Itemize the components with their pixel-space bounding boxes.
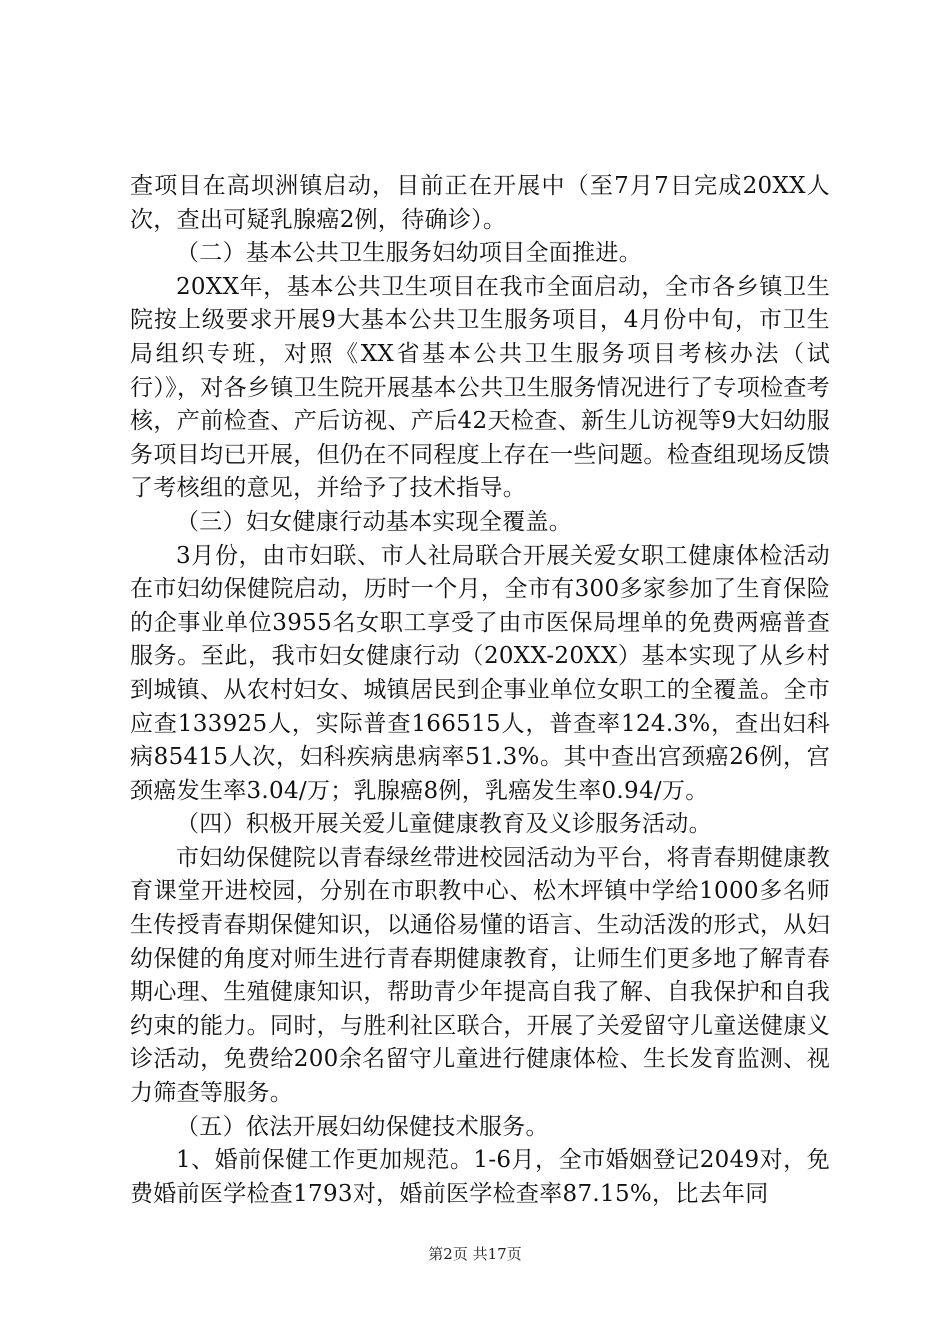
section-heading: （三）妇女健康行动基本实现全覆盖。 — [176, 508, 573, 535]
paragraph: 市妇幼保健院以青春绿丝带进校园活动为平台，将青春期健康教育课堂开进校园，分别在市职教中心、松木坪镇中学给1000多名师生传授青春期保健知识，以通俗易懂的语言、生动活泼的形式，从妇幼保健的角度对师生进行青春期健康教育，让师生们更多地了解青春期心理、生殖健康知识，帮助青少年提高自我了解、自我保护和自我约束的能力。同时，与胜利社区联合，开展了关爱留守儿童送健康义诊活动，免费给200余名留守儿童进行健康体检、生长发育监测、视力筛查等服务。 — [130, 844, 830, 1107]
paragraph: 1、婚前保健工作更加规范。1-6月，全市婚姻登记2049对，免费婚前医学检查1793对，婚前医学检查率87.15%，比去年同 — [130, 1147, 830, 1207]
section-heading: （四）积极开展关爱儿童健康教育及义诊服务活动。 — [176, 811, 712, 838]
paragraph: 3月份，由市妇联、市人社局联合开展关爱女职工健康体检活动在市妇幼保健院启动，历时一个月，全市有300多家参加了生育保险的企事业单位3955名女职工享受了由市医保局埋单的免费两癌普查服务。至此，我市妇女健康行动（20XX-20XX）基本实现了从乡村到城镇、从农村妇女、城镇居民到企事业单位女职工的全覆盖。全市应查133925人，实际普查166515人，普查率124.3%，查出妇科病85415人次，妇科疾病患病率51.3%。其中查出宫颈癌26例，宫颈癌发生率3.04/万；乳腺癌8例，乳癌发生率0.94/万。 — [130, 542, 830, 804]
paragraph: 20XX年，基本公共卫生项目在我市全面启动，全市各乡镇卫生院按上级要求开展9大基本公共卫生服务项目，4月份中旬，市卫生局组织专班，对照《XX省基本公共卫生服务项目考核办法（试行）》，对各乡镇卫生院开展基本公共卫生服务情况进行了专项检查考核，产前检查、产后访视、产后42天检查、新生儿访视等9大妇幼服务项目均已开展，但仍在不同程度上存在一些问题。检查组现场反馈了考核组的意见，并给予了技术指导。 — [130, 273, 830, 502]
section-heading: （五）依法开展妇幼保健技术服务。 — [176, 1113, 549, 1140]
section-heading: （二）基本公共卫生服务妇幼项目全面推进。 — [176, 240, 642, 267]
paragraph: 查项目在高坝洲镇启动，目前正在开展中（至7月7日完成20XX人次，查出可疑乳腺癌2例，待确诊）。 — [130, 173, 830, 233]
page-number-label: 第2页 共17页 — [428, 1245, 522, 1263]
page-footer — [0, 1244, 950, 1264]
document-body — [130, 170, 830, 1211]
